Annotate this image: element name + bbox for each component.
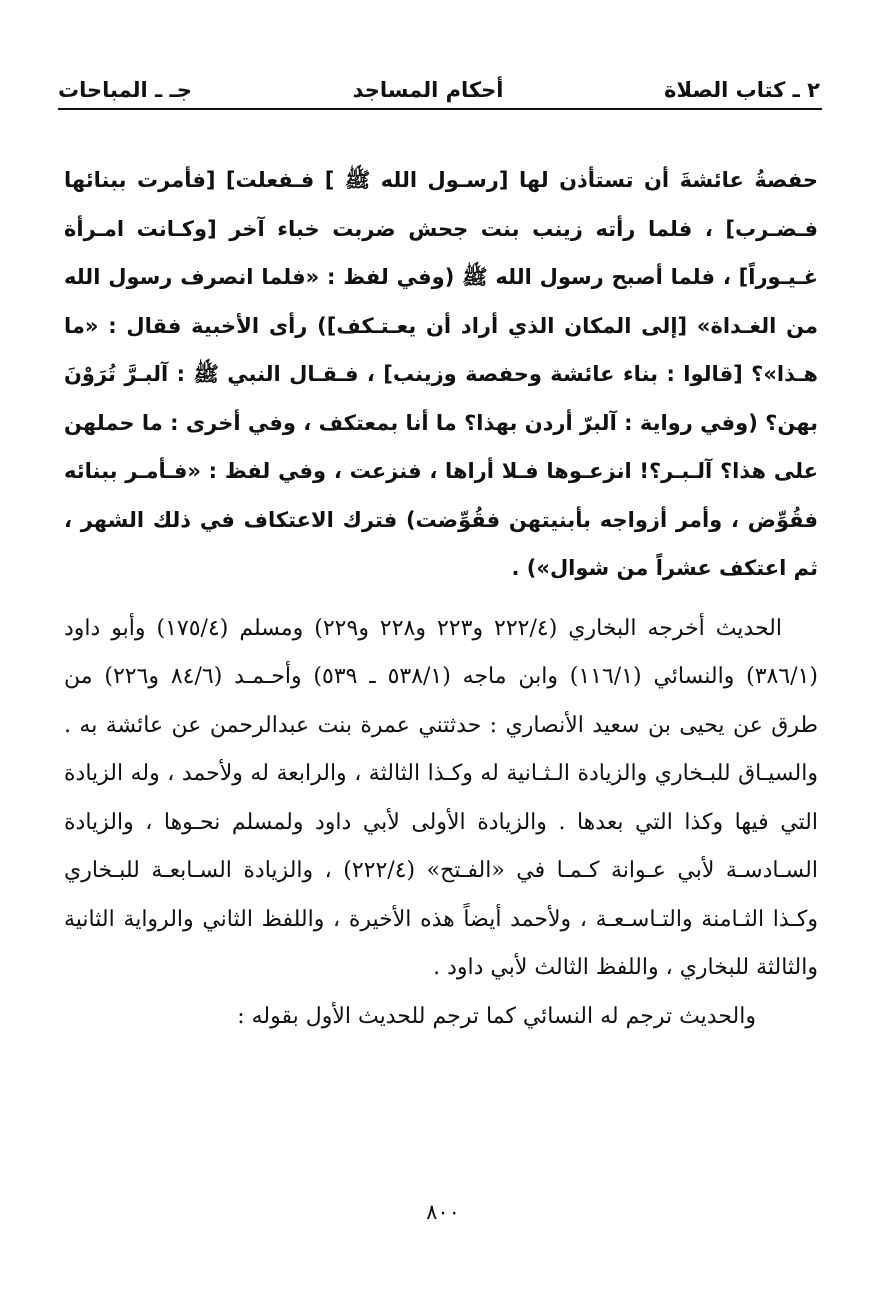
closing-paragraph: والحديث ترجم له النسائي كما ترجم للحديث الأول بقوله : [237,1003,756,1029]
takhrij-paragraph: الحديث أخرجه البخاري (٢٢٢/٤ و٢٢٣ و٢٢٨ و٢٢٩) ومسلم (١٧٥/٤) وأبو داود (٣٨٦/١) والنسائي (١١٦/١) وابن ماجه (٥٣٨/١ ـ ٥٣٩) وأحـمـد (٨٤/٦ و٢٢٦) من طرق عن يحيى بن سعيد الأنصاري : حدثتني عمرة بنت عبدالرحمن عن عائشة به . والسيـاق للبـخاري والزيادة الـثـانية له وكـذا الثالثة ، والرابعة له ولأحمد ، وله الزيادة التي فيها وكذا التي بعدها . والزيادة الأولى لأبي داود ولمسلم نحـوها ، والزيادة السـادسـة لأبي عـوانة كـمـا في «الفـتح» (٢٢٢/٤) ، والزيادة السـابعـة للبـخاري وكـذا الثـامنة والتـاسـعـة ، ولأحمد أيضاً هذه الأخيرة ، واللفظ الثاني والرواية الثانية والثالثة للبخاري ، واللفظ الثالث لأبي داود . [64,615,818,980]
header-subsection: جـ ـ المباحات [58,78,192,102]
hadith-text-paragraph: حفصةُ عائشةَ أن تستأذن لها [رسـول الله ﷺ ] فـفعلت] [فأمرت ببنائها فـضـرب] ، فلما رأته زينب بنت جحش ضربت خباء آخر [وكـانت امـرأة غـيـوراً] ، فلما أصبح رسول الله ﷺ (وفي لفظ : «فلما انصرف رسول الله من الغـداة» [إلى المكان الذي أراد أن يعـتـكف]) رأى الأخبية فقال : «ما هـذا»؟ [قالوا : بناء عائشة وحفصة وزينب] ، فـقـال النبي ﷺ : آلبـرَّ تُرَوْنَ بهن؟ (وفي رواية : آلبرّ أردن بهذا؟ ما أنا بمعتكف ، وفي أخرى : ما حملهن على هذا؟ آلـبـر؟! انزعـوها فـلا أراها ، فنزعت ، وفي لفظ : «فـأمـر ببنائه فقُوِّض ، وأمر أزواجه بأبنيتهن فقُوِّضت) فترك الاعتكاف في ذلك الشهر ، ثم اعتكف عشراً من شوال») . [64,168,818,580]
header-section: أحكام المساجد [352,78,504,102]
body-text [64,156,818,1041]
running-header [58,68,820,102]
header-chapter: ٢ ـ كتاب الصلاة [664,78,820,102]
page-number: ٨٠٠ [426,1200,460,1224]
header-rule [58,108,822,110]
